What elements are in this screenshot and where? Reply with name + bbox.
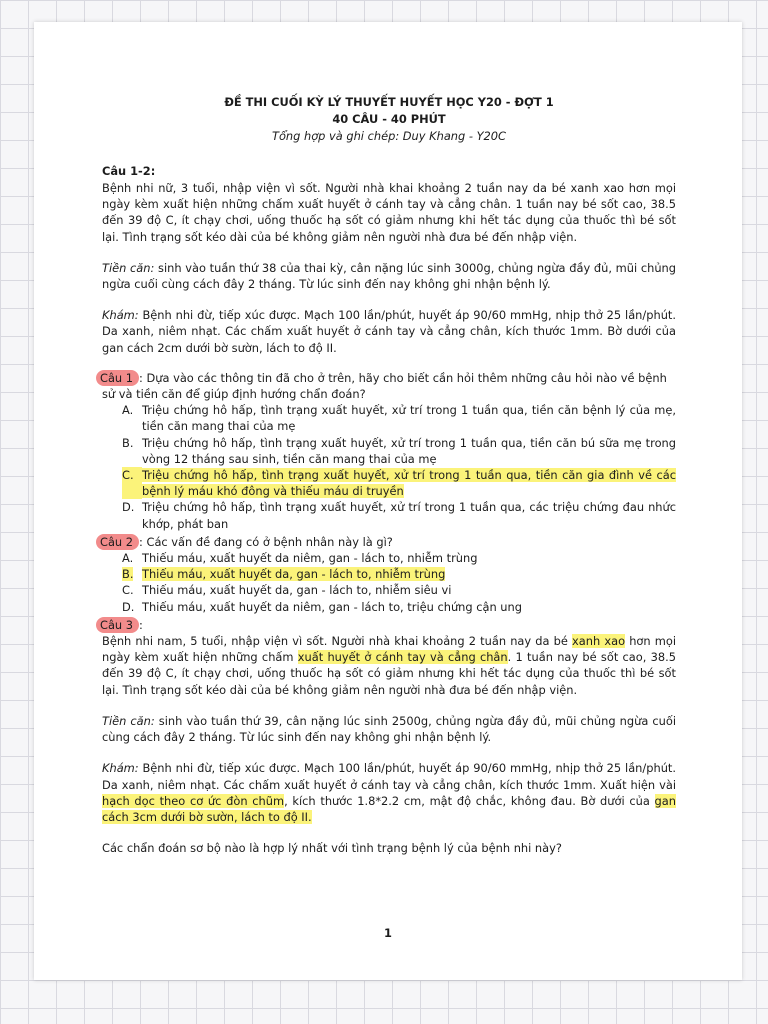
case1-past-label: Tiền căn:: [102, 260, 155, 275]
exam-title: ĐỀ THI CUỐI KỲ LÝ THUYẾT HUYẾT HỌC Y20 - ĐỢT 1: [224, 95, 554, 109]
case2-past-history: Tiền căn: sinh vào tuần thứ 39, cân nặng lúc sinh 2500g, chủng ngừa đầy đủ, mũi chủng ngừa cuối cùng cách đây 2 tháng. Từ lúc sinh đến nay không ghi nhận bệnh lý.: [102, 713, 676, 745]
option-2c: C. Thiếu máu, xuất huyết da, gan - lách to, nhiễm siêu vi: [122, 583, 452, 598]
option-2b-highlighted: B. Thiếu máu, xuất huyết da, gan - lách to, nhiễm trùng: [122, 567, 446, 582]
option-2a: A. Thiếu máu, xuất huyết da niêm, gan - lách to, nhiễm trùng: [122, 551, 478, 566]
option-1a: A. Triệu chứng hô hấp, tình trạng xuất huyết, xử trí trong 1 tuần qua, tiền căn bệnh lý của mẹ, tiền căn mang thai của mẹ: [122, 403, 676, 434]
option-1b: B. Triệu chứng hô hấp, tình trạng xuất huyết, xử trí trong 1 tuần qua, tiền căn bú sữa mẹ trong vòng 12 tháng sau sinh, tiền căn mang thai của mẹ: [122, 435, 676, 466]
case1-history: Bệnh nhi nữ, 3 tuổi, nhập viện vì sốt. Người nhà khai khoảng 2 tuần nay da bé xanh xao hơn mọi ngày kèm xuất hiện những chấm xuất huyết ở cánh tay và cẳng chân. 1 tuần nay bé sốt cao, 38.5 đến 39 độ C, ít chạy chơi, uống thuốc hạ sốt có giảm nhưng khi hết tác dụng của thuốc thì bé sốt lại. Tình trạng sốt kéo dài của bé không giảm nên người nhà đưa bé đến nhập viện.: [102, 181, 676, 244]
question-1-text: : Dựa vào các thông tin đã cho ở trên, hãy cho biết cần hỏi thêm những câu hỏi nào về bệnh sử và tiền căn để giúp định hướng chẩn đoán?: [102, 370, 667, 402]
case2-exam: Khám: Bệnh nhi đừ, tiếp xúc được. Mạch 100 lần/phút, huyết áp 90/60 mmHg, nhịp thở 25 lần/phút. Da xanh, niêm nhạt. Các chấm xuất huyết ở cánh tay và cẳng chân, kích thước 1mm. Xuất hiện vài hạch dọc theo cơ ức đòn chũm, kích thước 1.8*2.2 cm, mật độ chắc, không đau. Bờ dưới của gan cách 3cm dưới bờ sườn, lách to độ II.: [102, 761, 676, 824]
case1-exam: [102, 307, 676, 356]
option-1d: D. Triệu chứng hô hấp, tình trạng xuất huyết, xử trí trong 1 tuần qua, các triệu chứng đau nhức khớp, phát ban: [122, 500, 676, 531]
question-2-label: Câu 2: [96, 534, 139, 550]
question-3-text: Các chẩn đoán sơ bộ nào là hợp lý nhất với tình trạng bệnh lý của bệnh nhi này?: [102, 841, 562, 856]
question-2-options: [102, 550, 676, 615]
question-3: Câu 3 :: [102, 617, 676, 633]
highlight-xuat-huyet: xuất huyết ở cánh tay và cẳng chân: [297, 650, 508, 665]
case1-past-text: sinh vào tuần thứ 38 của thai kỳ, cân nặng lúc sinh 3000g, chủng ngừa đầy đủ, mũi chủng ngừa cuối cùng cách đây 2 tháng. Từ lúc sinh đến nay không ghi nhận bệnh lý.: [102, 260, 676, 292]
question-2-text: : Các vấn đề đang có ở bệnh nhân này là gì?: [139, 534, 393, 549]
highlight-xanh-xao: xanh xao: [572, 634, 626, 649]
highlight-gan-lach: gan cách 3cm dưới bờ sườn, lách to độ II.: [102, 793, 676, 824]
page-number: 1: [384, 926, 392, 940]
document-page: [34, 22, 742, 980]
option-2d: D. Thiếu máu, xuất huyết da niêm, gan - lách to, triệu chứng cận ung: [122, 599, 522, 614]
highlight-hach: hạch dọc theo cơ ức đòn chũm: [102, 793, 285, 808]
case1-exam-label: Khám:: [102, 308, 139, 323]
question-1-label: Câu 1: [96, 370, 139, 386]
option-1c-highlighted: C. Triệu chứng hô hấp, tình trạng xuất huyết, xử trí trong 1 tuần qua, tiền căn gia đình về các bệnh lý máu khó đông và thiếu máu di truyền: [122, 468, 676, 499]
question-1: [102, 370, 676, 402]
case1-exam-text: Bệnh nhi đừ, tiếp xúc được. Mạch 100 lần/phút, huyết áp 90/60 mmHg, nhịp thở 25 lần/phút. Da xanh, niêm nhạt. Các chấm xuất huyết ở cánh tay và cẳng chân, kích thước 1mm. Bờ dưới của gan cách 2cm dưới bờ sườn, lách to độ II.: [102, 308, 676, 355]
case1-heading: Câu 1-2:: [102, 164, 156, 178]
question-3-label: Câu 3: [96, 617, 139, 633]
case1-past-history: [102, 260, 676, 292]
question-1-options: [102, 402, 676, 532]
case2-history: Bệnh nhi nam, 5 tuổi, nhập viện vì sốt. Người nhà khai khoảng 2 tuần nay da bé xanh xao hơn mọi ngày kèm xuất hiện những chấm xuất huyết ở cánh tay và cẳng chân. 1 tuần nay bé sốt cao, 38.5 đến 39 độ C, ít chạy chơi, uống thuốc hạ sốt có giảm nhưng khi hết tác dụng của thuốc thì bé sốt lại. Tình trạng sốt kéo dài của bé không giảm nên người nhà đưa bé đến nhập viện.: [102, 634, 677, 697]
question-2: [102, 534, 676, 550]
exam-subtitle: 40 CÂU - 40 PHÚT: [332, 112, 446, 126]
exam-credit: Tổng hợp và ghi chép: Duy Khang - Y20C: [271, 129, 507, 143]
